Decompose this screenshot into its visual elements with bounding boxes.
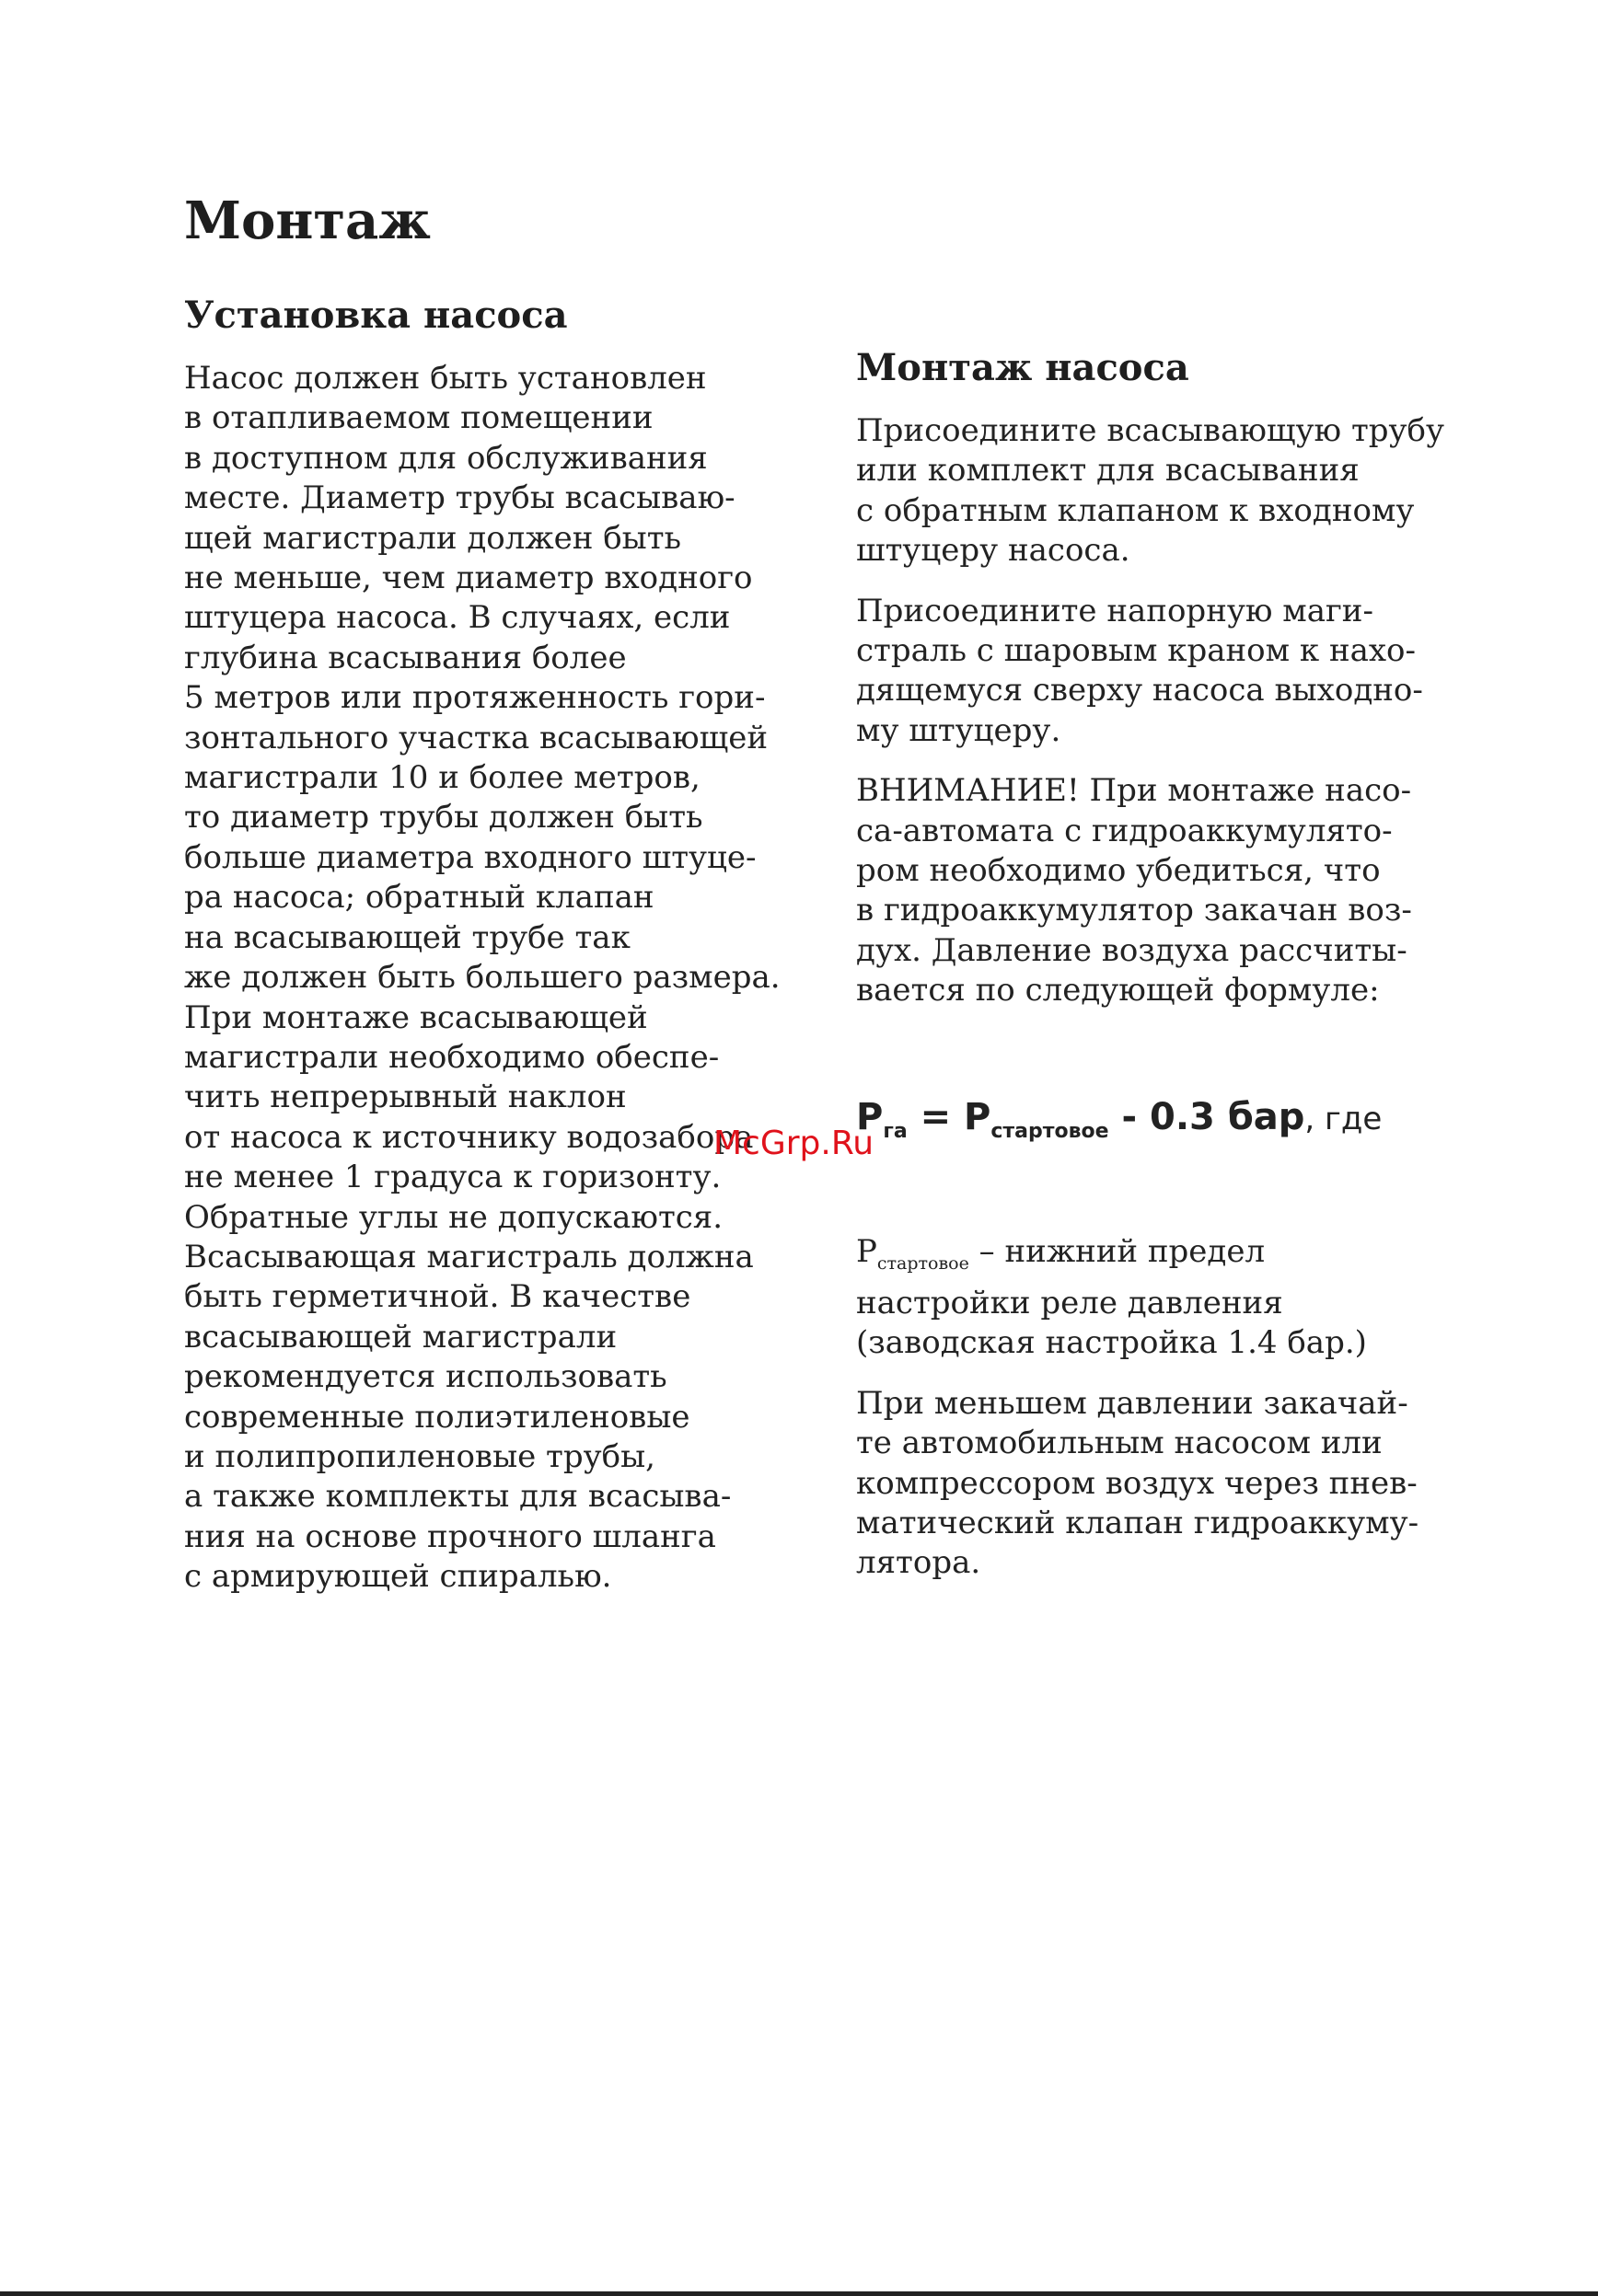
watermark: McGrp.Ru	[713, 1125, 874, 1162]
text-line: и полипропиленовые трубы,	[184, 1437, 655, 1475]
paragraph-compressor	[856, 1384, 1519, 1584]
text-line: Всасывающая магистраль должна	[184, 1238, 754, 1275]
text-line: в гидроаккумулятор закачан воз-	[856, 892, 1412, 929]
text-line: штуцеру насоса.	[856, 532, 1130, 570]
text-line: Присоедините напорную маги-	[856, 592, 1373, 629]
text-line: лятора.	[856, 1544, 981, 1582]
text-line: не менее 1 градуса к горизонту.	[184, 1159, 722, 1196]
text-line: ВНИМАНИЕ! При монтаже насо-	[856, 772, 1412, 810]
definition-line-2: настройки реле давления	[856, 1284, 1283, 1321]
text-line: чить непрерывный наклон	[184, 1079, 627, 1116]
text-line: в отапливаемом помещении	[184, 399, 654, 437]
text-line: са-автомата с гидроаккумулято-	[856, 812, 1393, 849]
text-line: с армирующей спиралью.	[184, 1558, 612, 1596]
text-line: зонтального участка всасывающей	[184, 719, 768, 756]
text-line: всасывающей магистрали	[184, 1318, 618, 1356]
text-line: же должен быть большего размера.	[184, 959, 781, 997]
text-line: магистрали необходимо обеспе-	[184, 1038, 720, 1076]
text-line: му штуцеру.	[856, 711, 1061, 749]
text-line: глубина всасывания более	[184, 639, 627, 676]
def-line1-rest: – нижний предел	[968, 1232, 1266, 1270]
text-line: ром необходимо убедиться, что	[856, 852, 1381, 890]
page-title: Монтаж	[184, 190, 431, 251]
text-line: с обратным клапаном к входному	[856, 491, 1415, 529]
definition-line-1	[856, 1232, 1519, 1284]
text-line: При монтаже всасывающей	[184, 998, 648, 1036]
text-line: современные полиэтиленовые	[184, 1398, 690, 1436]
text-line: щей магистрали должен быть	[184, 519, 682, 557]
formula-sub-ga: га	[883, 1119, 908, 1143]
text-line: компрессором воздух через пнев-	[856, 1464, 1418, 1502]
formula-p1: P	[856, 1095, 884, 1138]
text-line: на всасывающей трубе так	[184, 918, 631, 956]
text-line: страль с шаровым краном к нахо-	[856, 632, 1417, 670]
text-line: от насоса к источнику водозабора	[184, 1118, 754, 1156]
text-line: Насос должен быть установлен	[184, 360, 707, 397]
def-p: P	[856, 1232, 877, 1270]
text-line: штуцера насоса. В случаях, если	[184, 599, 731, 637]
text-line: рекомендуется использовать	[184, 1358, 667, 1396]
text-line: в доступном для обслуживания	[184, 439, 708, 477]
section-heading-pump-installation: Установка насоса	[184, 294, 568, 337]
text-line: а также комплекты для всасыва-	[184, 1478, 732, 1516]
right-column	[856, 345, 1519, 1584]
text-line: дух. Давление воздуха рассчиты-	[856, 931, 1407, 969]
text-line: ния на основе прочного шланга	[184, 1517, 716, 1555]
text-line: дящемуся сверху насоса выходно-	[856, 672, 1423, 710]
text-line: больше диаметра входного штуце-	[184, 838, 757, 876]
section-heading-pump-mounting: Монтаж насоса	[856, 346, 1189, 389]
text-line: 5 метров или протяженность гори-	[184, 679, 766, 717]
left-column	[184, 293, 847, 1598]
formula-rest: - 0.3 бар	[1108, 1095, 1305, 1138]
paragraph-suction	[856, 411, 1519, 571]
formula-sub-start: стартовое	[990, 1119, 1109, 1143]
installation-paragraph	[184, 359, 847, 1598]
formula-tail: , где	[1304, 1100, 1383, 1137]
text-line: или комплект для всасывания	[856, 452, 1360, 490]
bottom-rule	[0, 2291, 1598, 2296]
paragraph-pressure-line	[856, 592, 1519, 752]
text-line: не меньше, чем диаметр входного	[184, 560, 753, 597]
text-line: месте. Диаметр трубы всасываю-	[184, 479, 735, 517]
text-line: ра насоса; обратный клапан	[184, 879, 654, 917]
text-line: быть герметичной. В качестве	[184, 1278, 691, 1316]
text-line: вается по следующей формуле:	[856, 972, 1380, 1010]
formula-eq: = P	[907, 1095, 991, 1138]
text-line: магистрали 10 и более метров,	[184, 759, 701, 797]
def-sub: стартовое	[876, 1252, 969, 1274]
pressure-formula	[856, 1094, 1519, 1155]
definition-line-3: (заводская настройка 1.4 бар.)	[856, 1324, 1367, 1362]
text-line: матический клапан гидроаккуму-	[856, 1504, 1419, 1541]
definition-paragraph	[856, 1232, 1519, 1364]
text-line: то диаметр трубы должен быть	[184, 799, 703, 836]
text-line: те автомобильным насосом или	[856, 1425, 1383, 1462]
text-line: При меньшем давлении закачай-	[856, 1384, 1408, 1422]
text-line: Обратные углы не допускаются.	[184, 1198, 724, 1236]
text-line: Присоедините всасывающую трубу	[856, 412, 1445, 449]
paragraph-warning	[856, 771, 1519, 1010]
